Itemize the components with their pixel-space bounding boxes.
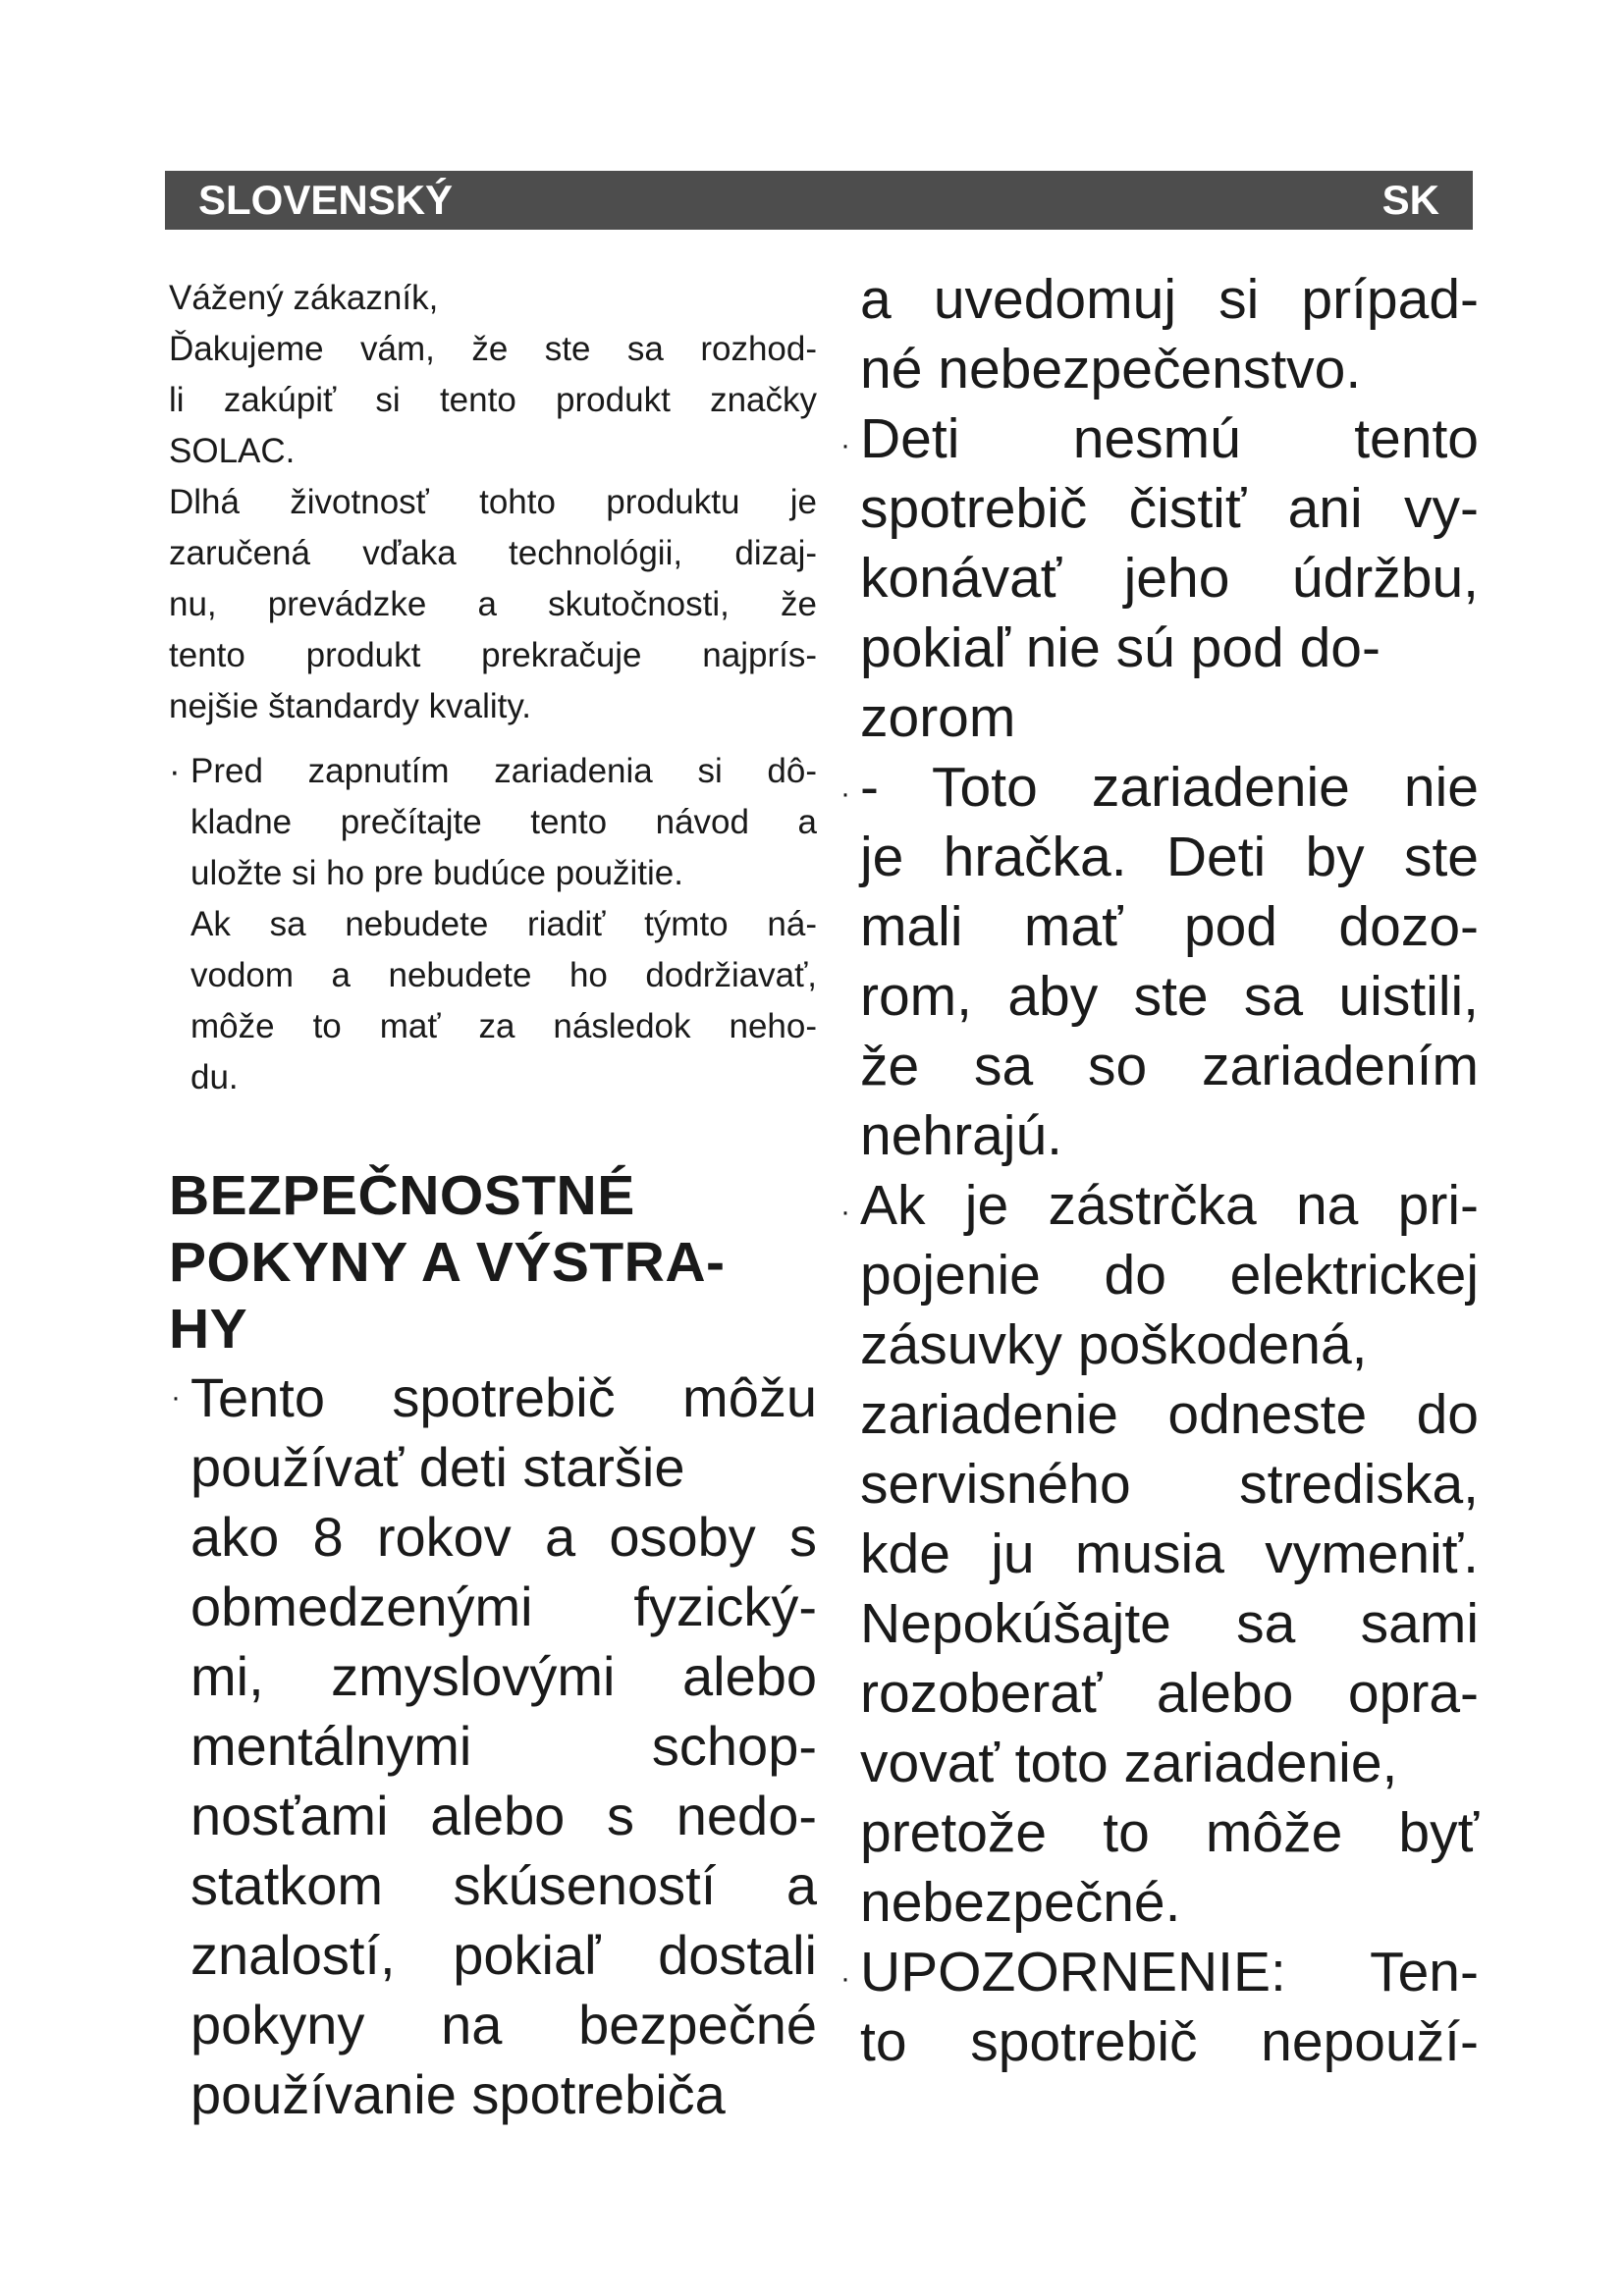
- bullet-line: Tento spotrebič môžu: [190, 1366, 817, 1428]
- bullet-line: pokyny na bezpečné: [190, 1994, 817, 2056]
- bullet-line: používanie spotrebiča: [190, 2063, 726, 2125]
- intro-line: Dlhá životnosť tohto produktu je: [169, 483, 817, 521]
- safety-bullet-not-a-toy: [840, 753, 1479, 1171]
- bullet-line: vodom a nebudete ho dodržiavať,: [190, 956, 817, 994]
- bullet-dot: ·: [840, 429, 850, 461]
- bullet-line: vovať toto zariadenie,: [860, 1732, 1398, 1794]
- bullet-line: uložte si ho pre budúce použitie.: [190, 854, 683, 892]
- language-header-bar: [165, 171, 1473, 230]
- bullet-line: mentálnymi schop-: [190, 1715, 817, 1777]
- bullet-line: to spotrebič nepouží-: [860, 2010, 1479, 2073]
- bullet-dot: ·: [171, 1381, 181, 1414]
- safety-bullet-children-usage: [169, 1362, 817, 2129]
- bullet-line: statkom skúseností a: [190, 1854, 817, 1916]
- bullet-line: UPOZORNENIE: Ten-: [860, 1941, 1479, 2003]
- bullet-line: kde ju musia vymeniť.: [860, 1522, 1479, 1585]
- bullet-line: obmedzenými fyzický-: [190, 1575, 817, 1637]
- bullet-dot: ·: [840, 1196, 850, 1228]
- safety-heading: [169, 1162, 817, 1362]
- heading-line: POKYNY A VÝSTRA-: [169, 1231, 726, 1294]
- intro-line: tento produkt prekračuje najprís-: [169, 636, 817, 674]
- bullet-line: spotrebič čistiť ani vy-: [860, 477, 1479, 540]
- bullet-line: a uvedomuj si prípad-: [860, 268, 1479, 331]
- safety-bullet-continuation: [860, 265, 1479, 404]
- bullet-dot: ·: [840, 777, 850, 810]
- bullet-line: ako 8 rokov a osoby s: [190, 1506, 817, 1568]
- bullet-line: zásuvky poškodená,: [860, 1313, 1368, 1376]
- heading-line: HY: [169, 1298, 248, 1361]
- bullet-dot: ·: [169, 752, 181, 790]
- intro-line: li zakúpiť si tento produkt značky: [169, 381, 817, 419]
- bullet-line: du.: [190, 1058, 239, 1096]
- bullet-line: môže to mať za následok neho-: [190, 1007, 817, 1045]
- intro-paragraph: [169, 273, 817, 732]
- bullet-line: Ak sa nebudete riadiť týmto ná-: [190, 905, 817, 943]
- bullet-line: mi, zmyslovými alebo: [190, 1645, 817, 1707]
- language-code: SK: [1381, 177, 1439, 223]
- bullet-line: Deti nesmú tento: [860, 407, 1479, 470]
- bullet-line: zariadenie odneste do: [860, 1383, 1479, 1446]
- safety-bullet-cleaning: [840, 404, 1479, 753]
- language-title: SLOVENSKÝ: [198, 177, 454, 223]
- intro-line: Ďakujeme vám, že ste sa rozhod-: [169, 330, 817, 368]
- safety-bullet-warning: [840, 1938, 1479, 2077]
- right-column: [840, 265, 1479, 2077]
- bullet-line: pretože to môže byť: [860, 1801, 1479, 1864]
- intro-line: Vážený zákazník,: [169, 279, 439, 317]
- bullet-line: Ak je zástrčka na pri-: [860, 1174, 1479, 1237]
- safety-bullet-damaged-plug: [840, 1171, 1479, 1938]
- heading-line: BEZPEČNOSTNÉ: [169, 1164, 635, 1227]
- bullet-line: konávať jeho údržbu,: [860, 547, 1479, 610]
- bullet-line: rozoberať alebo opra-: [860, 1662, 1479, 1725]
- bullet-line: - Toto zariadenie nie: [860, 756, 1479, 819]
- bullet-line: zorom: [860, 686, 1016, 749]
- intro-line: SOLAC.: [169, 432, 296, 470]
- bullet-line: né nebezpečenstvo.: [860, 338, 1362, 400]
- bullet-line: rom, aby ste sa uistili,: [860, 965, 1479, 1028]
- bullet-line: nosťami alebo s nedo-: [190, 1785, 817, 1846]
- intro-line: nu, prevádzke a skutočnosti, že: [169, 585, 817, 623]
- intro-line: zaručená vďaka technológii, dizaj-: [169, 534, 817, 572]
- bullet-line: nehrajú.: [860, 1104, 1062, 1167]
- bullet-line: pojenie do elektrickej: [860, 1244, 1479, 1307]
- intro-line: nejšie štandardy kvality.: [169, 687, 531, 725]
- bullet-line: nebezpečné.: [860, 1871, 1181, 1934]
- bullet-line: že sa so zariadením: [860, 1035, 1479, 1097]
- bullet-line: znalostí, pokiaľ dostali: [190, 1924, 817, 1986]
- intro-bullet: [169, 746, 817, 1103]
- bullet-line: mali mať pod dozo-: [860, 895, 1479, 958]
- bullet-line: kladne prečítajte tento návod a: [190, 803, 817, 841]
- bullet-line: servisného strediska,: [860, 1453, 1479, 1516]
- bullet-dot: ·: [840, 1962, 850, 1995]
- bullet-line: pokiaľ nie sú pod do-: [860, 616, 1380, 679]
- bullet-line: je hračka. Deti by ste: [860, 826, 1479, 888]
- left-column: [169, 273, 817, 2129]
- bullet-line: Pred zapnutím zariadenia si dô-: [190, 752, 817, 790]
- bullet-line: používať deti staršie: [190, 1436, 685, 1498]
- bullet-line: Nepokúšajte sa sami: [860, 1592, 1479, 1655]
